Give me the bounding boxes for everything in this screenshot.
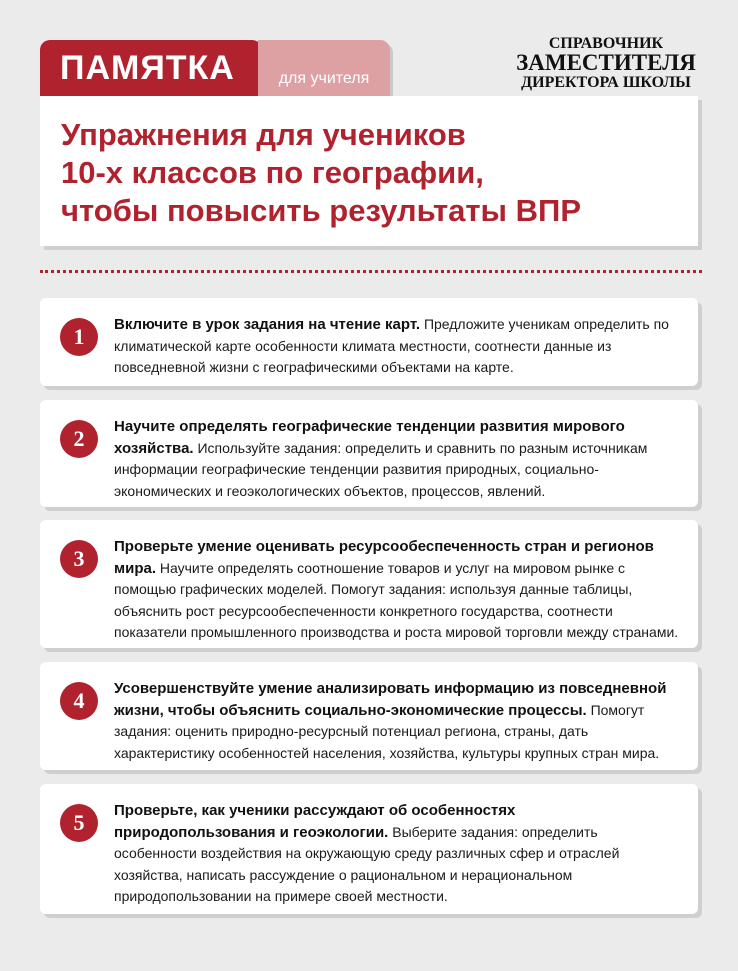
tip-text: Используйте задания: определить и сравнить по разным источникам информации географические тенденции развития природных, социально-экономических и геоэкологических объектов, процессов, явлений. xyxy=(114,439,648,499)
tip-lead: Усовершенствуйте умение анализировать информацию из повседневной жизни, чтобы объяснить социально-экономические процессы. xyxy=(114,680,667,719)
number-badge: 2 xyxy=(60,420,98,458)
brand-line-1: СПРАВОЧНИК xyxy=(548,35,664,52)
tip-lead: Научите определять географические тенденции развития мирового хозяйства. xyxy=(114,418,625,457)
number-badge: 5 xyxy=(60,804,98,842)
tip-card-4 xyxy=(40,662,698,770)
tip-text: Предложите ученикам определить по климатической карте особенности климата местности, соотнести данные из повседневной жизни с географическими объектами на карте. xyxy=(114,316,669,375)
tip-card-5 xyxy=(40,784,698,914)
brand-line-3: ДИРЕКТОРА ШКОЛЫ xyxy=(521,74,691,91)
page-title-line-2: 10-х классов по географии, xyxy=(61,155,484,190)
tip-text: Научите определять соотношение товаров и услуг на мировом рынке с помощью графических моделей. Помогут задания: используя данные таблицы, объяснить рост ресурсообеспеченности конкретного государства, соотнести показатели промышленного производства и роста мировой торговли между странами. xyxy=(114,559,679,640)
tip-lead: Проверьте, как ученики рассуждают об особенностях природопользования и геоэкологии. xyxy=(114,802,516,841)
brand-line-2: ЗАМЕСТИТЕЛЯ xyxy=(516,50,696,75)
page-title-line-3: чтобы повысить результаты ВПР xyxy=(61,193,581,228)
tip-card-1 xyxy=(40,298,698,386)
title-panel xyxy=(40,96,698,246)
memo-badge: ПАМЯТКА xyxy=(40,40,262,96)
tip-card-3 xyxy=(40,520,698,648)
tip-card-2 xyxy=(40,400,698,507)
dotted-divider xyxy=(40,270,702,273)
number-badge: 1 xyxy=(60,318,98,356)
tip-text: Помогут задания: оценить природно-ресурсный потенциал региона, страны, дать характеристику особенностей населения, хозяйства, культуры крупных стран мира. xyxy=(114,701,660,761)
page-title-line-1: Упражнения для учеников xyxy=(61,117,466,152)
tip-lead: Включите в урок задания на чтение карт. xyxy=(114,316,421,333)
number-badge: 3 xyxy=(60,540,98,578)
publication-logo xyxy=(506,35,706,91)
number-badge: 4 xyxy=(60,682,98,720)
tip-lead: Проверьте умение оценивать ресурсообеспеченность стран и регионов мира. xyxy=(114,538,654,577)
tip-text: Выберите задания: определить особенности воздействия на окружающую среду различных сфер и отраслей хозяйства, написать рассуждение о рациональном и нерациональном природопользовании на примере своей местности. xyxy=(114,823,620,904)
audience-tag: для учителя xyxy=(258,40,390,96)
